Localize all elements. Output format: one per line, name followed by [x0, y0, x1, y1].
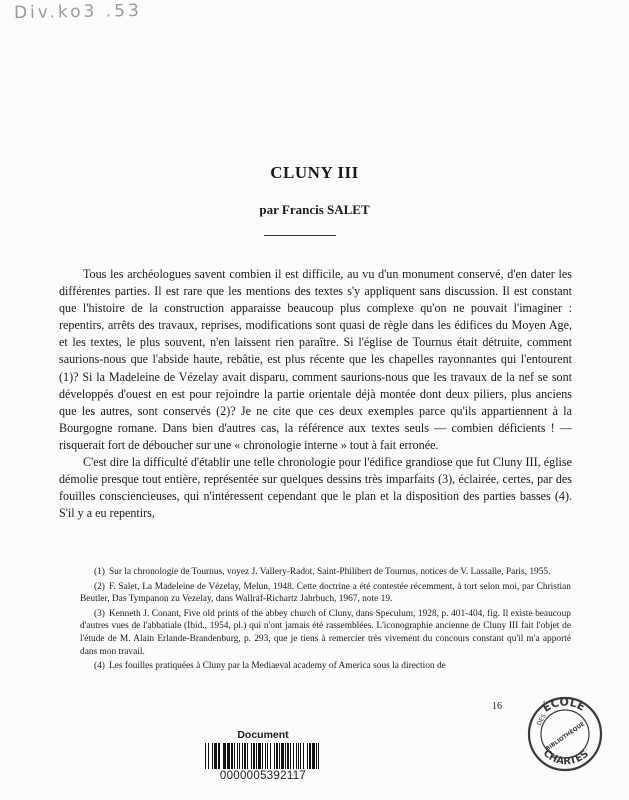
barcode-bar: [205, 743, 206, 769]
barcode-bar: [285, 743, 286, 769]
barcode-bar: [258, 743, 261, 769]
barcode-label: [188, 729, 338, 783]
stamp-top-text: ÉCOLE: [540, 695, 588, 715]
barcode-bar: [253, 743, 255, 769]
footnote: [80, 566, 571, 579]
library-stamp: [520, 686, 606, 778]
footnote: [80, 581, 571, 606]
barcode-bar: [309, 743, 311, 769]
barcode-number: 0000005392117: [219, 770, 307, 782]
barcode-bar: [265, 743, 266, 769]
barcode-bar: [244, 743, 246, 769]
footnotes: [80, 566, 571, 675]
barcode-bar: [287, 743, 289, 769]
barcode-bar: [208, 743, 209, 769]
title-divider: [264, 235, 336, 236]
body-paragraph: Tous les archéologues savent combien il est difficile, au vu d'un monument conservé, d'en dater les différentes parties. Il est rare que les mentions des textes s'y appliquent sans discussion. Il est constant que l'histoire de la construction apparaisse beaucoup plus complexe qu'on ne pouvait l'imaginer : repentirs, arrêts des travaux, reprises, modifications sont quasi de règle dans les édifices du Moyen Age, et les textes, le plus souvent, n'en laissent rien paraître. Si l'église de Tournus était détruite, comment saurions-nous que l'abside haute, rebâtie, est plus récente que les chapelles rayonnantes qui l'entourent (1)? Si la Madeleine de Vézelay avait disparu, comment saurions-nous que les travaux de la nef se sont développés d'ouest en est pour rejoindre la partie orientale déjà montée dont deux piliers, plus anciens que les autres, sont conservés (2)? Je ne cite que ces deux exemples parce qu'ils appartiennent à la Bourgogne romane. Dans bien d'autres cas, la référence aux textes seuls — combien déficients ! — risquerait fort de déboucher sur une « chronologie interne » tout à fait erronée.: [59, 267, 572, 452]
footnote-text: Les fouilles pratiquées à Cluny par la Mediaeval academy of America sous la direction de: [108, 661, 446, 672]
barcode-bar: [274, 743, 275, 769]
barcode-bar: [223, 743, 226, 769]
barcode-bar: [231, 743, 233, 769]
barcode-bar: [303, 743, 304, 769]
footnote-number: (3): [94, 608, 105, 619]
barcode-bar: [276, 743, 278, 769]
footnote-text: F. Salet, La Madeleine de Vézelay, Melun, 1948. Cette doctrine a été contestée récemment, à tort selon moi, par Christian Beutler, Das Tympanon zu Vezelay, dans Wallraf-Richartz Jahrbuch, 1967, note 19.: [80, 581, 571, 605]
footnote: [80, 608, 571, 658]
barcode-bar: [307, 743, 308, 769]
barcode-bar: [227, 743, 230, 769]
barcode-bar: [267, 743, 268, 769]
footnote-number: (2): [94, 581, 105, 592]
article-body: [59, 266, 572, 522]
barcode-title: Document: [237, 729, 289, 741]
footnote: [80, 660, 571, 673]
handwritten-shelfmark: Div.ko3 .53: [13, 0, 143, 24]
article-title: CLUNY III: [270, 163, 359, 182]
footnote-text: Sur la chronologie de Tournus, voyez J. Vallery-Radot, Saint-Philibert de Tournus, notices de V. Lassalle, Paris, 1955.: [108, 567, 551, 577]
footnote-number: (1): [94, 567, 105, 577]
stamp-middle-text: BIBLIOTHÈQUE: [545, 721, 587, 753]
article-author: par Francis SALET: [259, 202, 370, 217]
barcode-bar: [300, 743, 301, 769]
footnote-text: Kenneth J. Conant, Five old prints of the abbey church of Cluny, dans Speculum, 1928, p. 401-404, fig. Il existe beaucoup d'autres vues de l'abbatiale (Ibid., 1954, pl.) qui n'ont jamais été rassemblées. L'iconographie ancienne de Cluny III fait l'objet de l'étude de M. Alain Erlande-Brandenburg, p. 293, que je tiens à remercier très vivement du concours constant qu'il m'a apporté dans mon travail.: [80, 608, 571, 657]
barcode-bar: [218, 743, 220, 769]
barcode-bar: [239, 743, 240, 769]
body-paragraph: C'est dire la difficulté d'établir une telle chronologie pour l'édifice grandiose que fut Cluny III, église démolie presque tout entière, représentée sur quelques dessins très imparfaits (3), éclairée, certes, par des fouilles consciencieuses, qui n'intéressent cependant que le plan et la disposition des parties basses (4). S'il y a eu repentirs,: [59, 455, 572, 521]
barcode-bar: [293, 743, 294, 769]
barcode-bar: [237, 743, 238, 769]
barcode-bars: [203, 743, 323, 769]
barcode-bar: [290, 743, 291, 769]
barcode-bar: [316, 743, 317, 769]
barcode-bar: [279, 743, 280, 769]
barcode-bar: [251, 743, 252, 769]
barcode-bar: [247, 743, 248, 769]
barcode-bar: [298, 743, 299, 769]
barcode-bar: [281, 743, 284, 769]
barcode-bar: [242, 743, 243, 769]
barcode-bar: [312, 743, 315, 769]
barcode-bar: [212, 743, 213, 769]
footnote-number: (4): [94, 661, 105, 672]
page-number: 16: [492, 701, 502, 712]
barcode-bar: [262, 743, 263, 769]
barcode-bar: [234, 743, 235, 769]
stamp-side-text: DES: [535, 712, 548, 727]
barcode-bar: [256, 743, 257, 769]
barcode-bar: [270, 743, 271, 769]
barcode-bar: [318, 743, 319, 769]
barcode-bar: [214, 743, 217, 769]
barcode-bar: [296, 743, 297, 769]
stamp-bottom-text: CHARTES: [540, 747, 591, 768]
